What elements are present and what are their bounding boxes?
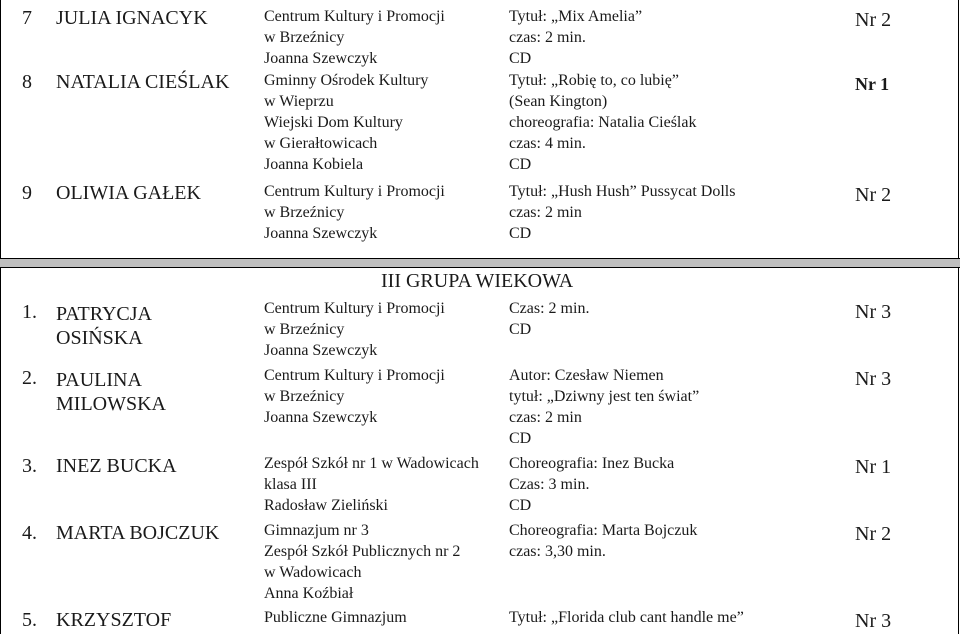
org-line: Zespół Szkół nr 1 w Wadowicach: [264, 455, 479, 472]
name-line: PATRYCJA: [56, 303, 152, 325]
award: Nr 3: [855, 301, 892, 323]
performance-info: Tytuł: „Florida club cant handle me”: [509, 609, 744, 626]
organization: Publiczne Gimnazjum: [264, 609, 407, 626]
organization: [264, 298, 445, 361]
organization: [264, 181, 445, 244]
award: Nr 3: [855, 368, 892, 390]
info-line: CD: [509, 225, 532, 242]
org-line: Joanna Szewczyk: [264, 225, 378, 242]
performance-info: [509, 365, 699, 449]
section-separator: [0, 258, 960, 267]
participant-name: JULIA IGNACYK: [56, 7, 208, 29]
award: Nr 1: [855, 456, 892, 478]
info-line: czas: 2 min: [509, 204, 582, 221]
org-line: Joanna Szewczyk: [264, 50, 378, 67]
row-number: 1.: [22, 301, 37, 323]
table-border-left: [0, 0, 1, 634]
org-line: Zespół Szkół Publicznych nr 2: [264, 543, 461, 560]
row-number: 7: [22, 7, 32, 29]
award: Nr 2: [855, 184, 892, 206]
participant-name: KRZYSZTOF: [56, 609, 172, 631]
performance-info: [509, 6, 642, 69]
table-border-right: [958, 0, 959, 634]
info-line: CD: [509, 430, 532, 447]
row-number: 8: [22, 71, 32, 93]
award: Nr 1: [855, 74, 890, 94]
org-line: w Gierałtowicach: [264, 135, 378, 152]
row-number: 2.: [22, 367, 37, 389]
org-line: Gimnazjum nr 3: [264, 522, 369, 539]
info-line: CD: [509, 156, 532, 173]
org-line: Centrum Kultury i Promocji: [264, 367, 445, 384]
table-rule: [0, 267, 960, 268]
name-line: OSIŃSKA: [56, 327, 143, 349]
org-line: w Brzeźnicy: [264, 204, 345, 221]
org-line: w Brzeźnicy: [264, 29, 345, 46]
org-line: Anna Koźbiał: [264, 585, 354, 602]
award: Nr 2: [855, 9, 892, 31]
name-line: PAULINA: [56, 369, 142, 391]
organization: [264, 70, 428, 175]
info-line: CD: [509, 50, 532, 67]
participant-name: INEZ BUCKA: [56, 455, 177, 477]
info-line: CD: [509, 497, 532, 514]
row-number: 4.: [22, 522, 37, 544]
info-line: czas: 2 min.: [509, 29, 586, 46]
info-line: Choreografia: Marta Bojczuk: [509, 522, 698, 539]
performance-info: [509, 520, 697, 562]
name-line: MILOWSKA: [56, 393, 166, 415]
participant-name: NATALIA CIEŚLAK: [56, 71, 230, 93]
org-line: Radosław Zieliński: [264, 497, 388, 514]
info-line: czas: 3,30 min.: [509, 543, 606, 560]
info-line: tytuł: „Dziwny jest ten świat”: [509, 388, 700, 405]
performance-info: [509, 70, 696, 175]
info-line: choreografia: Natalia Cieślak: [509, 114, 697, 131]
participant-name: OLIWIA GAŁEK: [56, 182, 201, 204]
award: Nr 2: [855, 523, 892, 545]
info-line: (Sean Kington): [509, 93, 608, 110]
organization: [264, 6, 445, 69]
organization: [264, 520, 460, 604]
org-line: Centrum Kultury i Promocji: [264, 8, 445, 25]
info-line: czas: 4 min.: [509, 135, 586, 152]
performance-info: [509, 453, 674, 516]
info-line: Choreografia: Inez Bucka: [509, 455, 675, 472]
participant-name: MARTA BOJCZUK: [56, 522, 220, 544]
performance-info: [509, 181, 735, 244]
info-line: Tytuł: „Hush Hush” Pussycat Dolls: [509, 183, 736, 200]
org-line: Gminny Ośrodek Kultury: [264, 72, 429, 89]
participant-name: [56, 368, 166, 416]
row-number: 9: [22, 182, 32, 204]
org-line: Centrum Kultury i Promocji: [264, 300, 445, 317]
award: Nr 3: [855, 610, 892, 632]
org-line: w Brzeźnicy: [264, 388, 345, 405]
org-line: Joanna Kobiela: [264, 156, 364, 173]
org-line: Wiejski Dom Kultury: [264, 114, 403, 131]
participant-name: [56, 302, 152, 350]
org-line: w Wadowicach: [264, 564, 362, 581]
row-number: 3.: [22, 455, 37, 477]
organization: [264, 453, 479, 516]
info-line: Tytuł: „Robię to, co lubię”: [509, 72, 679, 89]
info-line: Czas: 2 min.: [509, 300, 590, 317]
organization: [264, 365, 445, 428]
info-line: czas: 2 min: [509, 409, 582, 426]
org-line: klasa III: [264, 476, 317, 493]
section-title: III GRUPA WIEKOWA: [381, 270, 574, 292]
org-line: Centrum Kultury i Promocji: [264, 183, 445, 200]
table-rule: [0, 258, 960, 259]
org-line: w Brzeźnicy: [264, 321, 345, 338]
org-line: Joanna Szewczyk: [264, 409, 378, 426]
performance-info: [509, 298, 589, 340]
info-line: Autor: Czesław Niemen: [509, 367, 664, 384]
org-line: Joanna Szewczyk: [264, 342, 378, 359]
info-line: CD: [509, 321, 532, 338]
info-line: Czas: 3 min.: [509, 476, 590, 493]
info-line: Tytuł: „Mix Amelia”: [509, 8, 643, 25]
row-number: 5.: [22, 609, 37, 631]
org-line: w Wieprzu: [264, 93, 334, 110]
